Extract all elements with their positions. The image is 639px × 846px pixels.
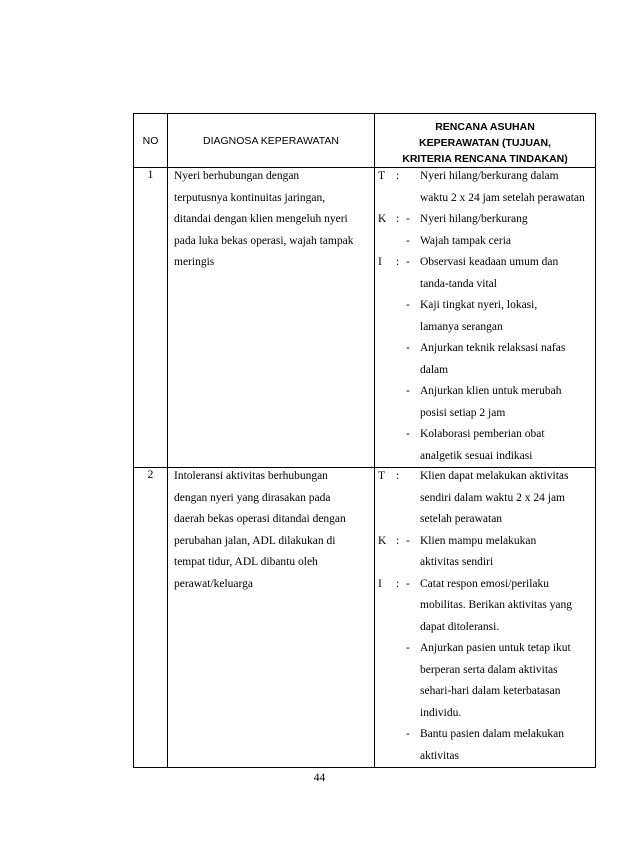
criteria-colon	[396, 620, 406, 642]
criteria-label: K	[378, 534, 387, 547]
rencana-line	[378, 491, 593, 513]
row-number: 2	[134, 468, 168, 768]
criteria-label: I	[378, 577, 382, 590]
criteria-colon	[396, 191, 406, 213]
rencana-line	[378, 212, 593, 234]
bullet-dash: -	[406, 728, 410, 740]
diagnosa-cell	[168, 168, 375, 468]
rencana-text: posisi setiap 2 jam	[420, 406, 506, 419]
criteria-colon	[396, 277, 406, 299]
bullet-dash: -	[406, 534, 410, 547]
diagnosa-line: tempat tidur, ADL dibantu oleh	[174, 556, 318, 568]
criteria-colon	[396, 512, 406, 534]
criteria-label	[378, 320, 396, 342]
bullet-dash: -	[406, 256, 410, 268]
criteria-label	[378, 384, 396, 406]
criteria-label: K	[378, 213, 387, 225]
bullet-dash	[406, 663, 420, 685]
rencana-text: dalam	[420, 363, 449, 376]
rencana-text: sehari-hari dalam keterbatasan	[420, 685, 561, 697]
criteria-label	[378, 427, 396, 449]
bullet-dash	[406, 491, 420, 513]
rencana-line	[378, 255, 593, 277]
criteria-label	[378, 663, 396, 685]
criteria-label	[378, 491, 396, 513]
rencana-text: Anjurkan pasien untuk tetap ikut	[420, 642, 571, 654]
rencana-text: Kolaborasi pemberian obat	[420, 428, 545, 440]
bullet-dash	[406, 749, 420, 764]
criteria-label	[378, 298, 396, 320]
criteria-colon: :	[396, 534, 400, 547]
diagnosa-line: meringis	[174, 256, 215, 268]
criteria-colon: :	[396, 256, 400, 268]
rencana-text: waktu 2 x 24 jam setelah perawatan	[420, 191, 585, 204]
criteria-label: I	[378, 256, 382, 268]
diagnosa-line: pada luka bekas operasi, wajah tampak	[174, 234, 354, 247]
rencana-line	[378, 598, 593, 620]
rencana-text: dapat ditoleransi.	[420, 620, 500, 633]
criteria-label	[378, 191, 396, 213]
table-row	[134, 168, 596, 468]
rencana-text: Kaji tingkat nyeri, lokasi,	[420, 299, 538, 311]
rencana-text: mobilitas. Berikan aktivitas yang	[420, 599, 573, 611]
rencana-line	[378, 663, 593, 685]
criteria-label	[378, 706, 396, 728]
rencana-text: setelah perawatan	[420, 513, 503, 525]
diagnosa-line: dengan nyeri yang dirasakan pada	[174, 491, 331, 504]
rencana-text: lamanya serangan	[420, 320, 503, 333]
bullet-dash	[406, 469, 420, 491]
criteria-colon	[396, 384, 406, 406]
rencana-line	[378, 277, 593, 299]
criteria-label	[378, 555, 396, 577]
bullet-dash	[406, 684, 420, 706]
rencana-line	[378, 555, 593, 577]
rencana-line	[378, 727, 593, 749]
criteria-label	[378, 598, 396, 620]
rencana-line	[378, 534, 593, 556]
bullet-dash: -	[406, 234, 410, 247]
criteria-colon	[396, 663, 406, 685]
criteria-label	[378, 512, 396, 534]
rencana-text: aktivitas sendiri	[420, 556, 494, 568]
rencana-text: sendiri dalam waktu 2 x 24 jam	[420, 491, 565, 504]
rencana-line	[378, 320, 593, 342]
rencana-text: aktivitas	[420, 749, 459, 762]
criteria-label	[378, 641, 396, 663]
bullet-dash	[406, 555, 420, 577]
criteria-label: T	[378, 170, 386, 182]
rencana-line	[378, 749, 593, 764]
rencana-line	[378, 169, 593, 191]
rencana-line	[378, 298, 593, 320]
diagnosa-line: terputusnya kontinuitas jaringan,	[174, 191, 326, 204]
rencana-line	[378, 341, 593, 363]
rencana-cell	[375, 168, 596, 468]
criteria-colon	[396, 341, 406, 363]
criteria-colon: :	[396, 213, 400, 225]
criteria-colon	[396, 706, 406, 728]
bullet-dash	[406, 406, 420, 428]
criteria-label	[378, 277, 396, 299]
diagnosa-line: Intoleransi aktivitas berhubungan	[174, 470, 328, 482]
criteria-colon: :	[396, 470, 400, 482]
rencana-line	[378, 384, 593, 406]
table-row	[134, 468, 596, 768]
rencana-line	[378, 191, 593, 213]
header-no: NO	[134, 114, 168, 168]
bullet-dash: -	[406, 428, 410, 440]
rencana-text: individu.	[420, 706, 462, 719]
criteria-colon	[396, 684, 406, 706]
rencana-line	[378, 641, 593, 663]
diagnosa-cell	[168, 468, 375, 768]
rencana-line	[378, 512, 593, 534]
bullet-dash: -	[406, 385, 410, 397]
bullet-dash	[406, 169, 420, 191]
criteria-colon	[396, 727, 406, 749]
bullet-dash	[406, 191, 420, 213]
criteria-colon	[396, 491, 406, 513]
rencana-text: Anjurkan teknik relaksasi nafas	[420, 342, 566, 354]
rencana-text: tanda-tanda vital	[420, 277, 497, 290]
diagnosa-line: perawat/keluarga	[174, 577, 253, 590]
criteria-colon	[396, 598, 406, 620]
rencana-text: Anjurkan klien untuk merubah	[420, 385, 562, 397]
rencana-line	[378, 427, 593, 449]
bullet-dash	[406, 706, 420, 728]
rencana-line	[378, 684, 593, 706]
rencana-text: Nyeri hilang/berkurang	[420, 213, 528, 225]
criteria-label: T	[378, 470, 386, 482]
bullet-dash	[406, 512, 420, 534]
criteria-label	[378, 684, 396, 706]
diagnosa-line: daerah bekas operasi ditandai dengan	[174, 513, 346, 525]
bullet-dash	[406, 320, 420, 342]
bullet-dash	[406, 277, 420, 299]
bullet-dash	[406, 620, 420, 642]
rencana-text: Klien mampu melakukan	[420, 534, 537, 547]
criteria-colon	[396, 298, 406, 320]
criteria-colon	[396, 427, 406, 449]
header-row	[134, 114, 596, 168]
criteria-colon	[396, 320, 406, 342]
header-rencana	[375, 114, 596, 168]
rencana-text: Nyeri hilang/berkurang dalam	[420, 170, 559, 182]
criteria-label	[378, 341, 396, 363]
criteria-colon	[396, 641, 406, 663]
rencana-line	[378, 363, 593, 385]
diagnosa-line: ditandai dengan klien mengeluh nyeri	[174, 213, 348, 225]
page-number: 44	[313, 772, 326, 784]
bullet-dash: -	[406, 577, 410, 590]
diagnosa-line: perubahan jalan, ADL dilakukan di	[174, 534, 336, 547]
rencana-cell	[375, 468, 596, 768]
bullet-dash: -	[406, 342, 410, 354]
rencana-text: Bantu pasien dalam melakukan	[420, 728, 565, 740]
criteria-colon: :	[396, 170, 400, 182]
criteria-label	[378, 234, 396, 256]
criteria-label	[378, 406, 396, 428]
nursing-care-table	[133, 113, 596, 768]
diagnosa-line: Nyeri berhubungan dengan	[174, 170, 300, 182]
header-rencana-line: KRITERIA RENCANA TINDAKAN)	[402, 152, 568, 165]
bullet-dash: -	[406, 299, 410, 311]
criteria-colon	[396, 234, 406, 256]
rencana-text: analgetik sesuai indikasi	[420, 449, 533, 462]
bullet-dash	[406, 363, 420, 385]
bullet-dash	[406, 449, 420, 464]
rencana-line	[378, 449, 593, 464]
criteria-label	[378, 449, 396, 464]
criteria-colon	[396, 363, 406, 385]
rencana-line	[378, 406, 593, 428]
bullet-dash: -	[406, 213, 410, 225]
rencana-text: berperan serta dalam aktivitas	[420, 663, 558, 676]
criteria-label	[378, 620, 396, 642]
criteria-label	[378, 727, 396, 749]
bullet-dash: -	[406, 642, 410, 654]
header-rencana-line: KEPERAWATAN (TUJUAN,	[418, 136, 552, 149]
criteria-colon	[396, 555, 406, 577]
rencana-text: Catat respon emosi/perilaku	[420, 577, 550, 590]
rencana-line	[378, 620, 593, 642]
criteria-colon	[396, 406, 406, 428]
header-diagnosa: DIAGNOSA KEPERAWATAN	[168, 114, 375, 168]
criteria-colon: :	[396, 577, 400, 590]
rencana-line	[378, 234, 593, 256]
rencana-text: Wajah tampak ceria	[420, 234, 512, 247]
rencana-line	[378, 706, 593, 728]
row-number: 1	[134, 168, 168, 468]
rencana-line	[378, 469, 593, 491]
criteria-colon	[396, 449, 406, 464]
criteria-colon	[396, 749, 406, 764]
rencana-line	[378, 577, 593, 599]
header-rencana-line: RENCANA ASUHAN	[435, 120, 535, 133]
bullet-dash	[406, 598, 420, 620]
criteria-label	[378, 749, 396, 764]
criteria-label	[378, 363, 396, 385]
rencana-text: Observasi keadaan umum dan	[420, 256, 559, 268]
rencana-text: Klien dapat melakukan aktivitas	[420, 470, 569, 482]
